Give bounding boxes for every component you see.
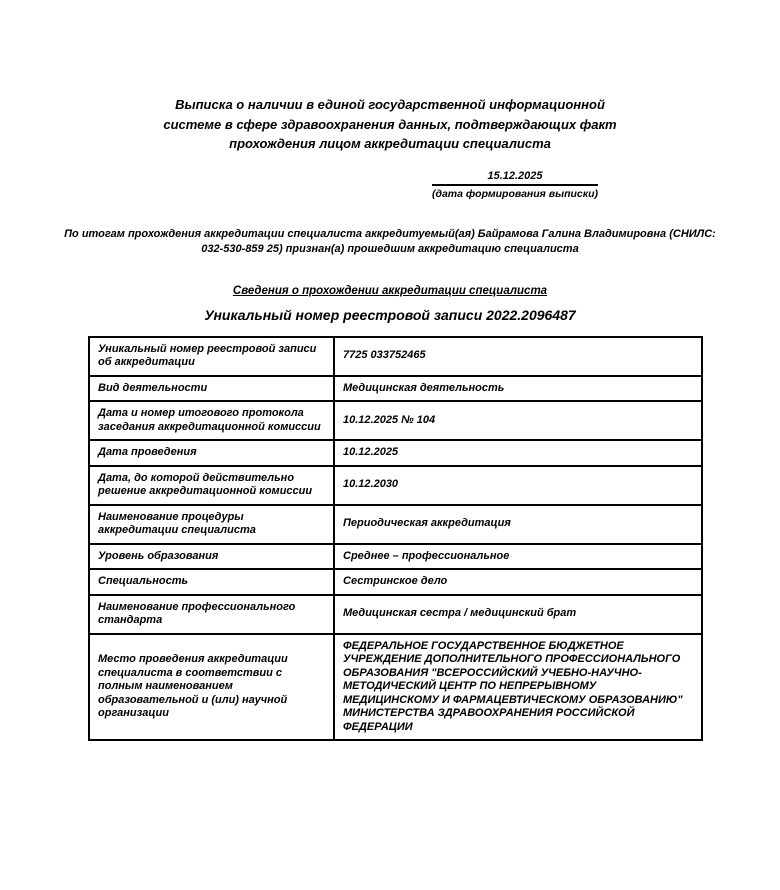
table-row xyxy=(89,401,702,440)
row-label: Дата проведения xyxy=(89,440,334,466)
row-value: 10.12.2025 № 104 xyxy=(334,401,702,440)
table-row xyxy=(89,376,702,402)
row-label: Место проведения аккредитации специалиста в соответствии с полным наименованием образовательной и (или) научной организации xyxy=(89,634,334,741)
issue-date-inner xyxy=(432,170,598,200)
table-row xyxy=(89,505,702,544)
row-value: Сестринское дело xyxy=(334,569,702,595)
row-label: Уникальный номер реестровой записи об аккредитации xyxy=(89,337,334,376)
section-heading: Сведения о прохождении аккредитации специалиста xyxy=(232,284,548,297)
page-title: Выписка о наличии в единой государственной информационной системе в сфере здравоохранения данных, подтверждающих факт прохождения лицом аккредитации специалиста xyxy=(163,97,617,151)
issue-date: 15.12.2025 xyxy=(432,170,598,186)
row-value: 7725 033752465 xyxy=(334,337,702,376)
row-value: 10.12.2025 xyxy=(334,440,702,466)
table-row xyxy=(89,595,702,634)
row-value: 10.12.2030 xyxy=(334,466,702,505)
issue-date-caption: (дата формирования выписки) xyxy=(431,187,598,200)
table-row xyxy=(89,440,702,466)
row-label: Специальность xyxy=(89,569,334,595)
row-label: Дата, до которой действительно решение аккредитационной комиссии xyxy=(89,466,334,505)
table-row xyxy=(89,544,702,570)
row-value: Среднее – профессиональное xyxy=(334,544,702,570)
row-label: Наименование процедуры аккредитации специалиста xyxy=(89,505,334,544)
table-row xyxy=(89,337,702,376)
row-label: Вид деятельности xyxy=(89,376,334,402)
row-label: Наименование профессионального стандарта xyxy=(89,595,334,634)
row-value: Медицинская сестра / медицинский брат xyxy=(334,595,702,634)
row-label: Дата и номер итогового протокола заседания аккредитационной комиссии xyxy=(89,401,334,440)
table-row xyxy=(89,466,702,505)
accreditation-table xyxy=(88,336,703,742)
row-value: Периодическая аккредитация xyxy=(334,505,702,544)
table-row xyxy=(89,634,702,741)
row-label: Уровень образования xyxy=(89,544,334,570)
table-row xyxy=(89,569,702,595)
issue-date-block xyxy=(0,170,780,200)
intro-paragraph: По итогам прохождения аккредитации специалиста аккредитуемый(ая) Байрамова Галина Владимировна (СНИЛС: 032-530-859 25) признан(а) прошедшим аккредитацию специалиста xyxy=(64,227,716,255)
row-value: Медицинская деятельность xyxy=(334,376,702,402)
registry-number-heading: Уникальный номер реестровой записи 2022.2096487 xyxy=(204,306,576,323)
row-value: ФЕДЕРАЛЬНОЕ ГОСУДАРСТВЕННОЕ БЮДЖЕТНОЕ УЧРЕЖДЕНИЕ ДОПОЛНИТЕЛЬНОГО ПРОФЕССИОНАЛЬНОГО ОБРАЗОВАНИЯ "ВСЕРОССИЙСКИЙ УЧЕБНО-НАУЧНО-МЕТОДИЧЕСКИЙ ЦЕНТР ПО НЕПРЕРЫВНОМУ МЕДИЦИНСКОМУ И ФАРМАЦЕВТИЧЕСКОМУ ОБРАЗОВАНИЮ" МИНИСТЕРСТВА ЗДРАВООХРАНЕНИЯ РОССИЙСКОЙ ФЕДЕРАЦИИ xyxy=(334,634,702,741)
